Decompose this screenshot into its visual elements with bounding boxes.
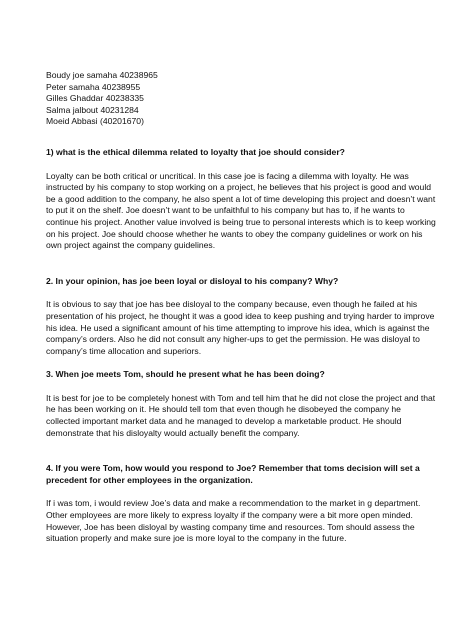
answer-1: Loyalty can be both critical or uncritical. In this case joe is facing a dilemma with loyalty. He was instructed by his company to stop working on a project, he believes that his project is good and would be a good addition to the company, he also spent a lot of time developing this project and doesn’t want to put it on the shelf. Joe doesn’t want to be unfaithful to his company but has to, if he wants to continue his project. Another value involved is being true to personal interests which is to keep working on his project. Joe should choose whether he wants to obey the company guidelines or work on his own project against the company guidelines. bbox=[46, 170, 436, 251]
answer-2: It is obvious to say that joe has bee disloyal to the company because, even though he failed at his presentation of his project, he thought it was a good idea to keep pushing and trying harder to improve his idea. He used a significant amount of his time attempting to improve his idea, which is against the company’s orders. Also he did not consult any higher-ups to get the permission. He was disloyal to company’s time allocation and superiors. bbox=[46, 299, 435, 356]
author-line: Boudy joe samaha 40238965 bbox=[46, 70, 158, 80]
answer-4: If i was tom, i would review Joe’s data and make a recommendation to the market in g department. Other employees are more likely to express loyalty if the company were a bit more open minded. However, Joe has been disloyal by wasting company time and resources. Tom should assess the situation properly and make sure joe is more loyal to the company in the future. bbox=[46, 498, 421, 544]
author-line: Moeid Abbasi (40201670) bbox=[46, 116, 144, 127]
answer-3: It is best for joe to be completely honest with Tom and tell him that he did not close the project and that he has been working on it. He should tell tom that even though he disobeyed the company he collected important market data and he managed to develop a marketable product. He should demonstrate that his disloyalty would actually benefit the company. bbox=[46, 392, 436, 438]
author-line: Peter samaha 40238955 bbox=[46, 81, 141, 92]
document-page bbox=[46, 70, 436, 564]
author-list bbox=[46, 70, 436, 128]
question-3: 3. When joe meets Tom, should he present what he has been doing? bbox=[46, 369, 325, 380]
question-2: 2. In your opinion, has joe been loyal or disloyal to his company? Why? bbox=[46, 275, 339, 286]
author-line: Gilles Ghaddar 40238335 bbox=[46, 93, 144, 104]
author-line: Salma jalbout 40231284 bbox=[46, 104, 139, 115]
question-4: 4. If you were Tom, how would you respond to Joe? Remember that toms decision will set a precedent for other employees in the organization. bbox=[46, 463, 420, 485]
question-1: 1) what is the ethical dilemma related to loyalty that joe should consider? bbox=[46, 146, 345, 157]
